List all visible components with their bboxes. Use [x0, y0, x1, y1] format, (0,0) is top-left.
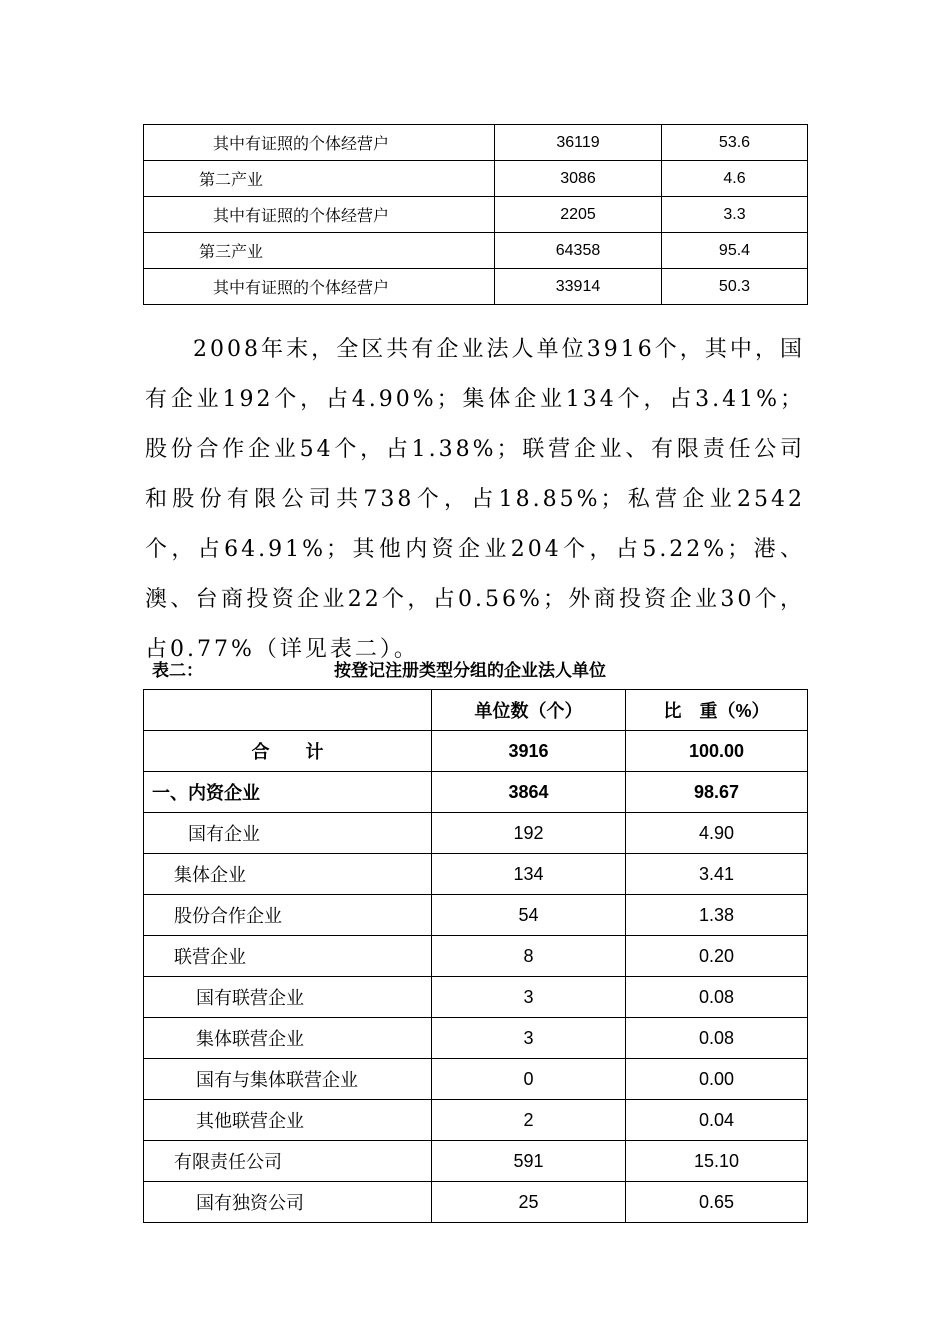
row-count: 33914: [495, 269, 662, 305]
row-share: 3.3: [662, 197, 808, 233]
table-row: [144, 233, 808, 269]
row-count: 25: [432, 1182, 626, 1223]
row-share: 0.04: [626, 1100, 808, 1141]
row-count: 3864: [432, 772, 626, 813]
row-label: 国有独资公司: [144, 1182, 432, 1223]
row-share: 0.08: [626, 977, 808, 1018]
table-row: [144, 977, 808, 1018]
row-share: 4.90: [626, 813, 808, 854]
row-label: 其中有证照的个体经营户: [144, 269, 495, 305]
header-cell-share: 比 重（%）: [626, 690, 808, 731]
row-count: 3916: [432, 731, 626, 772]
row-count: 134: [432, 854, 626, 895]
row-label: 联营企业: [144, 936, 432, 977]
row-share: 0.65: [626, 1182, 808, 1223]
row-share: 15.10: [626, 1141, 808, 1182]
row-count: 36119: [495, 125, 662, 161]
table-row: [144, 1141, 808, 1182]
table-row: [144, 936, 808, 977]
row-share: 95.4: [662, 233, 808, 269]
table-row: [144, 197, 808, 233]
row-share: 100.00: [626, 731, 808, 772]
row-label: 有限责任公司: [144, 1141, 432, 1182]
row-count: 54: [432, 895, 626, 936]
row-share: 0.08: [626, 1018, 808, 1059]
row-label: 国有与集体联营企业: [144, 1059, 432, 1100]
table-row: [144, 161, 808, 197]
row-label: 集体联营企业: [144, 1018, 432, 1059]
table-caption-label: 表二：: [152, 661, 203, 681]
row-label: 其他联营企业: [144, 1100, 432, 1141]
table-caption-title: 按登记注册类型分组的企业法人单位: [334, 661, 606, 681]
table-row: [144, 269, 808, 305]
row-count: 8: [432, 936, 626, 977]
row-label: 其中有证照的个体经营户: [144, 197, 495, 233]
table-row: [144, 813, 808, 854]
table-row: [144, 1182, 808, 1223]
row-share: 0.20: [626, 936, 808, 977]
header-cell-count: 单位数（个）: [432, 690, 626, 731]
row-share: 4.6: [662, 161, 808, 197]
row-count: 2205: [495, 197, 662, 233]
industry-table: [143, 124, 808, 305]
row-share: 3.41: [626, 854, 808, 895]
row-label: 集体企业: [144, 854, 432, 895]
table-header-row: [144, 690, 808, 731]
enterprise-table-body: [144, 690, 808, 1223]
table-row: [144, 1100, 808, 1141]
row-label: 第二产业: [144, 161, 495, 197]
row-label: 合 计: [144, 731, 432, 772]
table-row: [144, 1018, 808, 1059]
table-row: [144, 731, 808, 772]
row-count: 3: [432, 977, 626, 1018]
row-count: 3086: [495, 161, 662, 197]
row-share: 0.00: [626, 1059, 808, 1100]
row-count: 64358: [495, 233, 662, 269]
row-count: 591: [432, 1141, 626, 1182]
row-share: 1.38: [626, 895, 808, 936]
row-count: 3: [432, 1018, 626, 1059]
row-label: 国有联营企业: [144, 977, 432, 1018]
row-label: 其中有证照的个体经营户: [144, 125, 495, 161]
table-row: [144, 772, 808, 813]
row-count: 2: [432, 1100, 626, 1141]
table-row: [144, 895, 808, 936]
industry-table-body: [144, 125, 808, 305]
table-row: [144, 854, 808, 895]
table-row: [144, 125, 808, 161]
row-label: 股份合作企业: [144, 895, 432, 936]
row-share: 53.6: [662, 125, 808, 161]
row-count: 0: [432, 1059, 626, 1100]
enterprise-registration-table: [143, 689, 808, 1223]
header-cell-category: [144, 690, 432, 731]
row-share: 98.67: [626, 772, 808, 813]
row-count: 192: [432, 813, 626, 854]
row-label: 第三产业: [144, 233, 495, 269]
row-share: 50.3: [662, 269, 808, 305]
summary-paragraph: 2008年末，全区共有企业法人单位3916个，其中，国有企业192个，占4.90%；集体企业134个，占3.41%；股份合作企业54个，占1.38%；联营企业、有限责任公司和股份有限公司共738个，占18.85%；私营企业2542个，占64.91%；其他内资企业204个，占5.22%；港、澳、台商投资企业22个，占0.56%；外商投资企业30个，占0.77%（详见表二）。: [145, 337, 805, 662]
row-label: 一、内资企业: [144, 772, 432, 813]
table-row: [144, 1059, 808, 1100]
row-label: 国有企业: [144, 813, 432, 854]
